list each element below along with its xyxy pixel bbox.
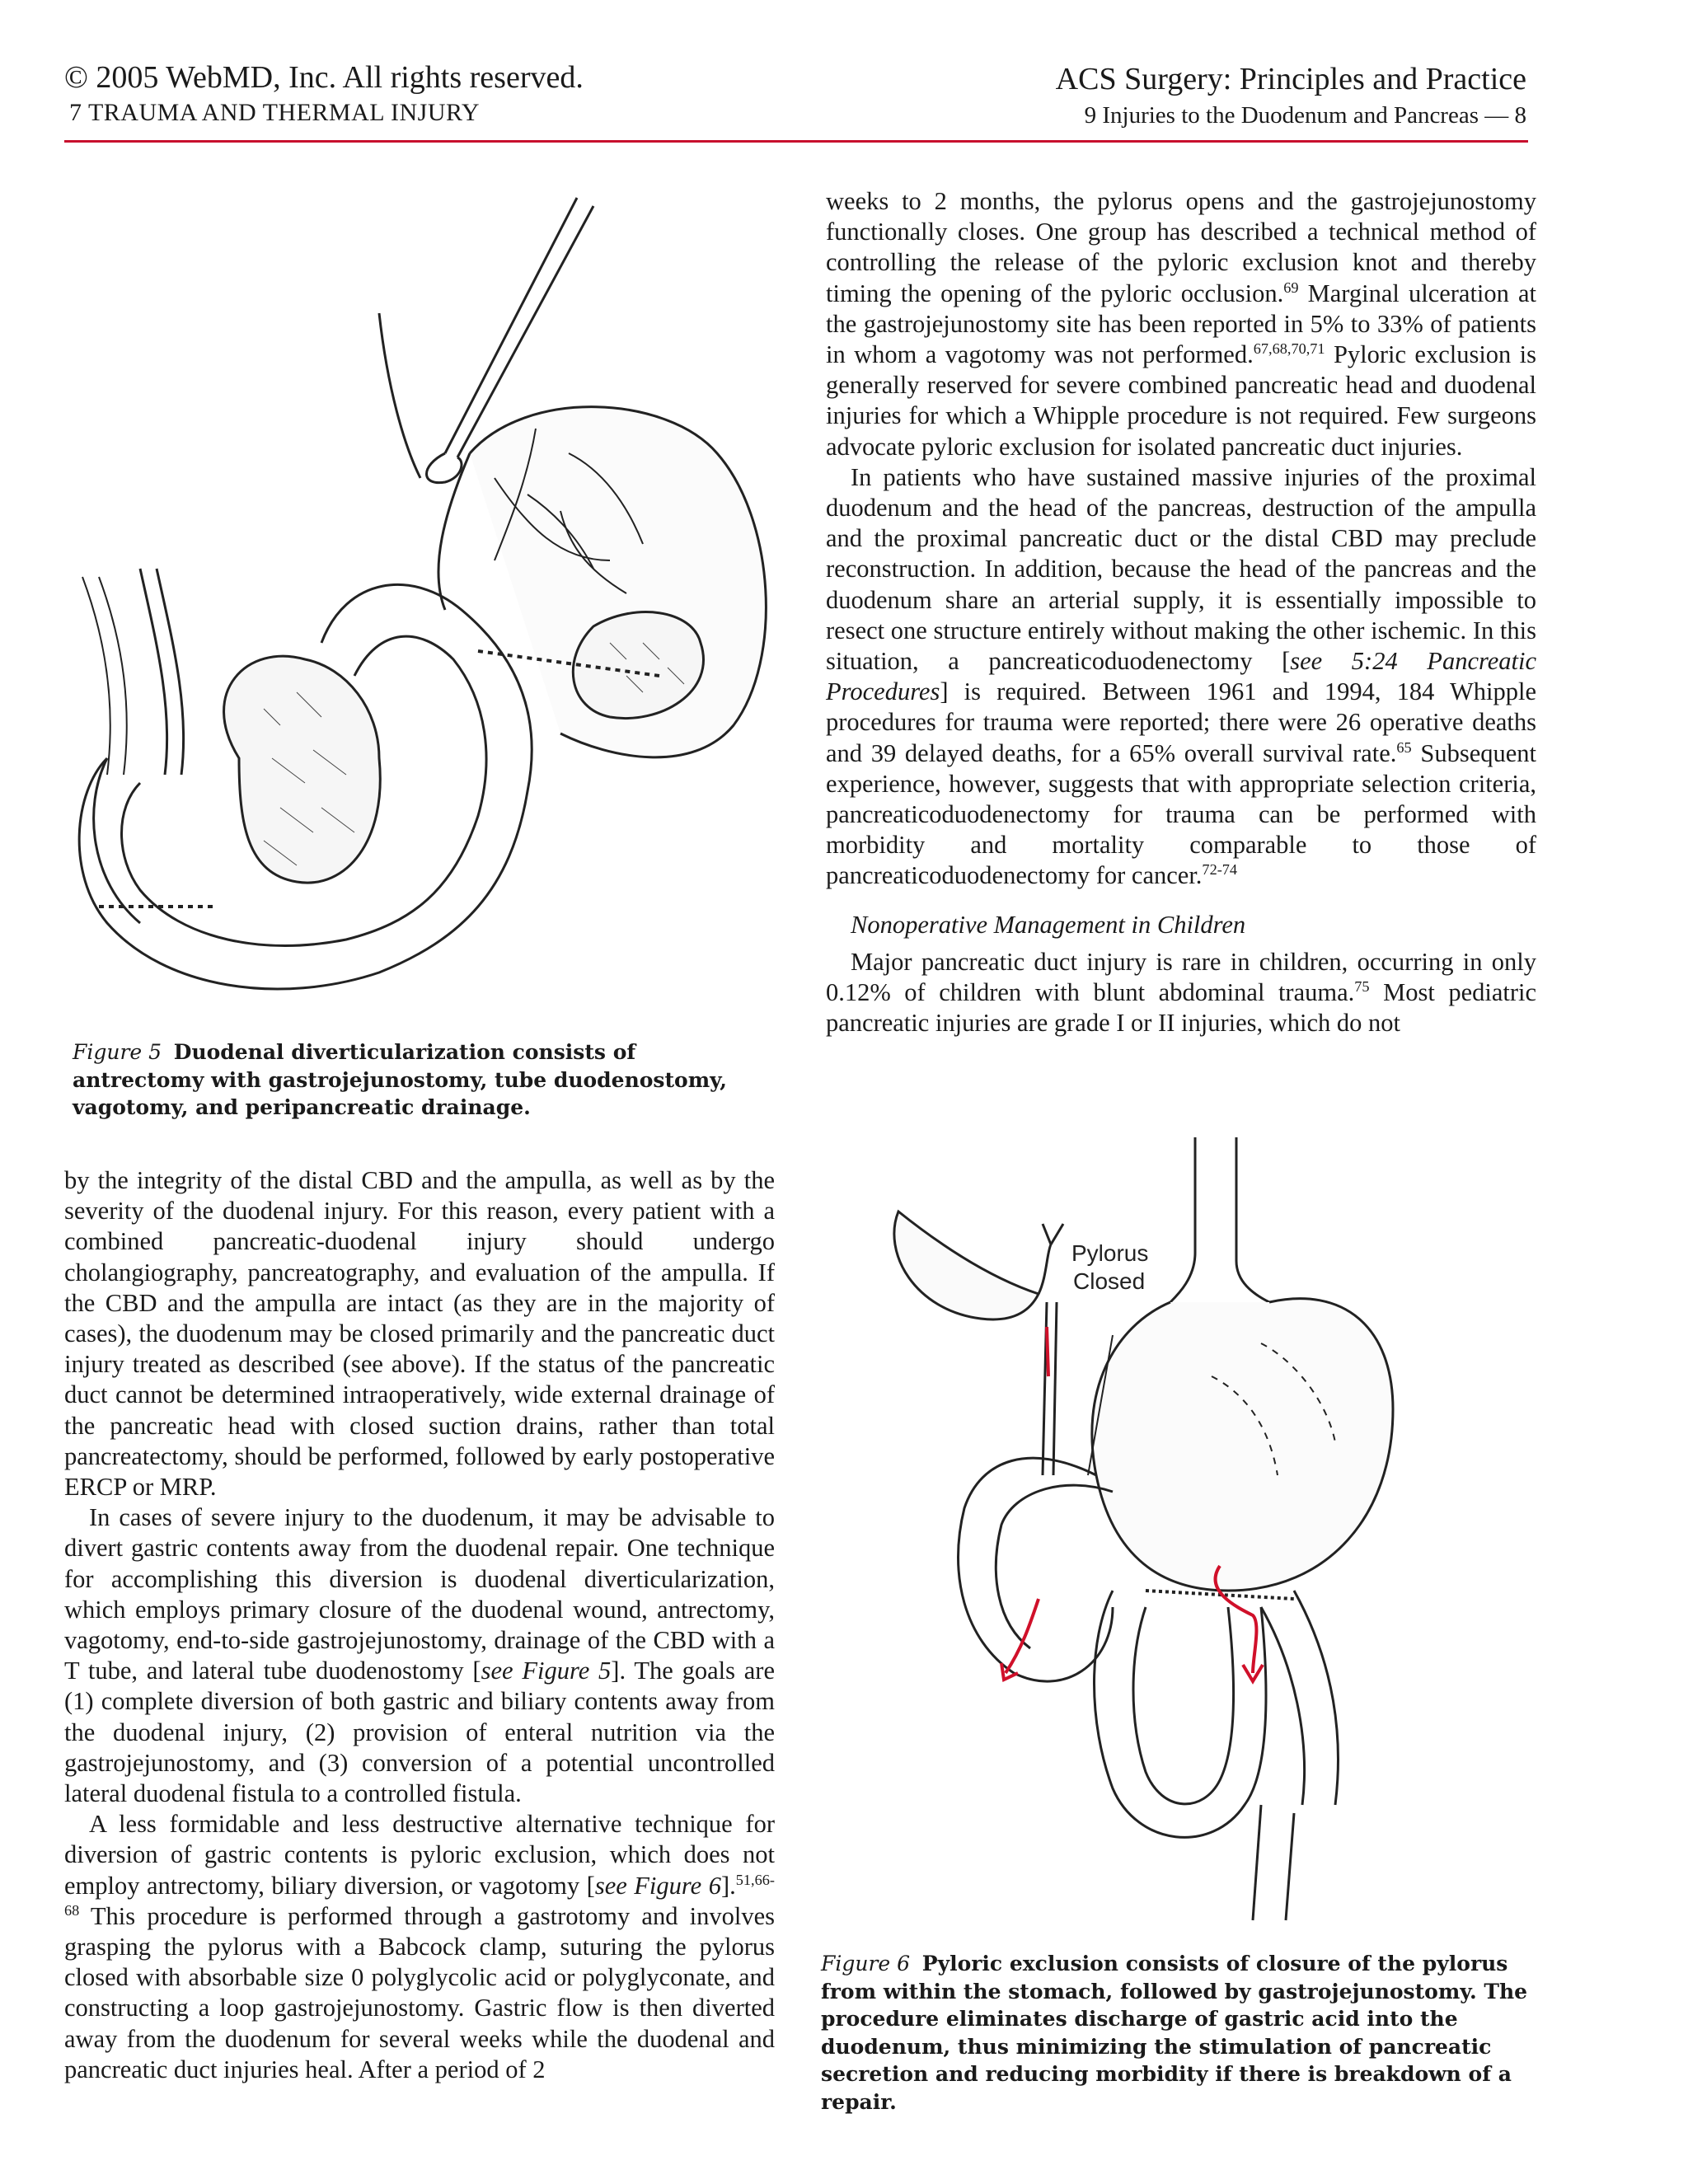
book-title: ACS Surgery: Principles and Practice bbox=[1055, 62, 1526, 96]
copyright-notice: © 2005 WebMD, Inc. All rights reserved. bbox=[64, 60, 584, 95]
cross-reference: see 5:24 Pancreatic Procedures bbox=[826, 647, 1536, 706]
figure-5-label: Figure 5 bbox=[73, 1040, 162, 1064]
reference: 65 bbox=[1396, 738, 1412, 756]
paragraph: by the integrity of the distal CBD and the ampulla, as well as by the severity of the duodenal injury. For this reason, every patient with a combined pancreatic-duodenal injury should undergo cholangiography, pancreatography, and evaluation of the ampulla. If the CBD and the ampulla are intact (as they are in the majority of cases), the duodenum may be closed primarily and the pancreatic duct injury treated as described (see above). If the status of the pancreatic duct cannot be determined intraoperatively, wide external drainage of the pancreatic head with closed suction drains, rather than total pancreatectomy, should be performed, followed by early postoperative ERCP or MRP. bbox=[64, 1166, 775, 1502]
paragraph: A less formidable and less destructive alternative technique for diversion of gastric contents is pyloric exclusion, which does not employ antrectomy, biliary diversion, or vagotomy [see Figure 6].$^{51,66-68}$ This procedure is performed through a gastrotomy and involves grasping the pylorus with a Babcock clamp, suturing the pylorus closed with absorbable size 0 polyglycolic acid or polyglyconate, and constructing a loop gastrojejunostomy. Gastric flow is then diverted away from the duodenum for several weeks while the duodenal and pancreatic duct injuries heal. After a period of 2 bbox=[64, 1810, 775, 2083]
figure-6-caption bbox=[821, 1950, 1546, 2116]
reference: 72-74 bbox=[1202, 861, 1238, 879]
reference: 75 bbox=[1354, 977, 1370, 995]
left-column-text bbox=[64, 1165, 775, 2085]
figure-6-caption-text: Pyloric exclusion consists of closure of the pylorus from within the stomach, followed by gastrojejunostomy. The procedure eliminates discharge of gastric acid into the duodenum, thus minimizing the stimulation of pancreatic secretion and reducing morbidity if there is breakdown of a repair. bbox=[821, 1952, 1528, 2114]
paragraph: Major pancreatic duct injury is rare in children, occurring in only 0.12% of children with blunt abdominal trauma.$^{75}$ Most pediatric pancreatic injuries are grade I or II injuries, which do not bbox=[826, 947, 1537, 1038]
reference: 51,66-68 bbox=[64, 1871, 775, 1919]
figure-5-caption-text: Duodenal diverticularization consists of antrectomy with gastrojejunostomy, tube duodenostomy, vagotomy, and peripancreatic drainage. bbox=[73, 1040, 728, 1119]
reference: 69 bbox=[1283, 279, 1299, 296]
cross-reference: see Figure 5 bbox=[481, 1657, 612, 1685]
header-rule bbox=[64, 140, 1528, 143]
figure-5-illustration bbox=[33, 181, 808, 1014]
figure-5-caption bbox=[73, 1038, 765, 1122]
paragraph: In cases of severe injury to the duodenum, it may be advisable to divert gastric contents away from the duodenal repair. One technique for accomplishing this diversion is duodenal diverticularization, which employs primary closure of the duodenal wound, antrectomy, vagotomy, end-to-side gastrojejunostomy, drainage of the CBD with a T tube, and lateral tube duodenostomy [see Figure 5]. The goals are (1) complete diversion of both gastric and biliary contents away from the duodenal injury, (2) provision of enteral nutrition via the gastrojejunostomy, and (3) conversion of a potential uncontrolled lateral duodenal fistula to a controlled fistula. bbox=[64, 1503, 775, 1808]
reference: 67,68,70,71 bbox=[1253, 340, 1325, 357]
subheading: Nonoperative Management in Children bbox=[851, 910, 1246, 939]
paragraph: In patients who have sustained massive injuries of the proximal duodenum and the head of the pancreas, destruction of the ampulla and the proximal pancreatic duct or the distal CBD may preclude reconstruction. In addition, because the head of the pancreas and the duodenum share an arterial supply, it is essentially impossible to resect one structure entirely without making the other ischemic. In this situation, a pancreaticoduodenectomy [see 5:24 Pancreatic Procedures] is required. Between 1961 and 1994, 184 Whipple procedures for trauma were reported; there were 26 operative deaths and 39 delayed deaths, for a 65% overall survival rate.$^{65}$ Subsequent experience, however, suggests that with appropriate selection criteria, pancreaticoduodenectomy for trauma can be performed with morbidity and mortality comparable to those of pancreaticoduodenectomy for cancer.$^{72-74}$ bbox=[826, 462, 1536, 890]
right-column-text bbox=[826, 186, 1536, 1038]
cross-reference: see Figure 6 bbox=[594, 1871, 721, 1900]
figure-6-label: Figure 6 bbox=[821, 1952, 911, 1975]
pylorus-label-line1: Pylorus bbox=[1071, 1240, 1149, 1266]
figure-6-illustration bbox=[865, 1129, 1442, 1937]
paragraph: weeks to 2 months, the pylorus opens and the gastrojejunostomy functionally closes. One group has described a technical method of controlling the release of the pyloric exclusion knot and thereby timing the opening of the pyloric occlusion.$^{69}$ Marginal ulceration at the gastrojejunostomy site has been reported in 5% to 33% of patients in whom a vagotomy was not performed.$^{67,68,70,71}$ Pyloric exclusion is generally reserved for severe combined pancreatic head and duodenal injuries for which a Whipple procedure is not required. Few surgeons advocate pyloric exclusion for isolated pancreatic duct injuries. bbox=[826, 187, 1537, 461]
chapter-title: 9 Injuries to the Duodenum and Pancreas — 8 bbox=[1084, 102, 1526, 129]
pylorus-label-line2: Closed bbox=[1073, 1268, 1146, 1294]
section-title: 7 TRAUMA AND THERMAL INJURY bbox=[69, 99, 480, 126]
